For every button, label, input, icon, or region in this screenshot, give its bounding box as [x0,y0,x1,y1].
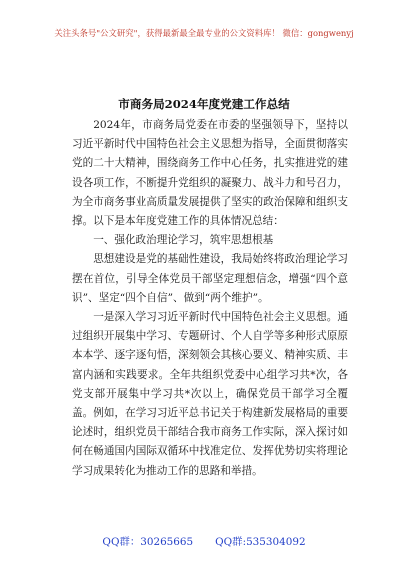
section-heading-1: 一、强化政治理论学习，筑牢思想根基 [93,234,274,247]
section-1-paragraph: 思想建设是党的基础性建设，我局始终将政治理论学习摆在首位，引导全体党员干部坚定理想信念，增强“四个意识”、坚定“四个自信”、做到“两个维护”。 [72,253,348,304]
footer-contact [0,533,408,548]
section-1-detail-paragraph: 一是深入学习习近平新时代中国特色社会主义思想。通过组织开展集中学习、专题研讨、个人自学等多种形式原原本本学、逐字逐句悟，深刻领会其核心要义、精神实质、丰富内涵和实践要求。全年共组织党委中心组学习共*次，各党支部开展集中学习共*次以上，确保党员干部学习全覆盖。例如，在学习习近平总书记关于构建新发展格局的重要论述时，组织党员干部结合我市商务工作实际，深入探讨如何在畅通国内国际双循环中找准定位、发挥优势切实将理论学习成果转化为推动工作的思路和举措。 [72,311,348,477]
header-banner: 关注头条号"公文研究"，获得最新最全最专业的公文资料库！ 微信：gongwenyj [54,28,354,38]
document-body [72,116,348,481]
document-title: 市商务局2024年度党建工作总结 [118,97,290,111]
footer-qq-group-1: QQ群：30265665 [102,536,194,548]
footer-qq-group-2: QQ群:535304092 [215,536,306,548]
intro-paragraph: 2024年，市商务局党委在市委的坚强领导下，坚持以习近平新时代中国特色社会主义思想为指导，全面贯彻落实党的二十大精神，围绕商务工作中心任务，扎实推进党的建设各项工作，不断提升党组织的凝聚力、战斗力和号召力，为全市商务事业高质量发展提供了坚实的政治保障和组织支撑。以下是本年度党建工作的具体情况总结： [72,119,348,228]
